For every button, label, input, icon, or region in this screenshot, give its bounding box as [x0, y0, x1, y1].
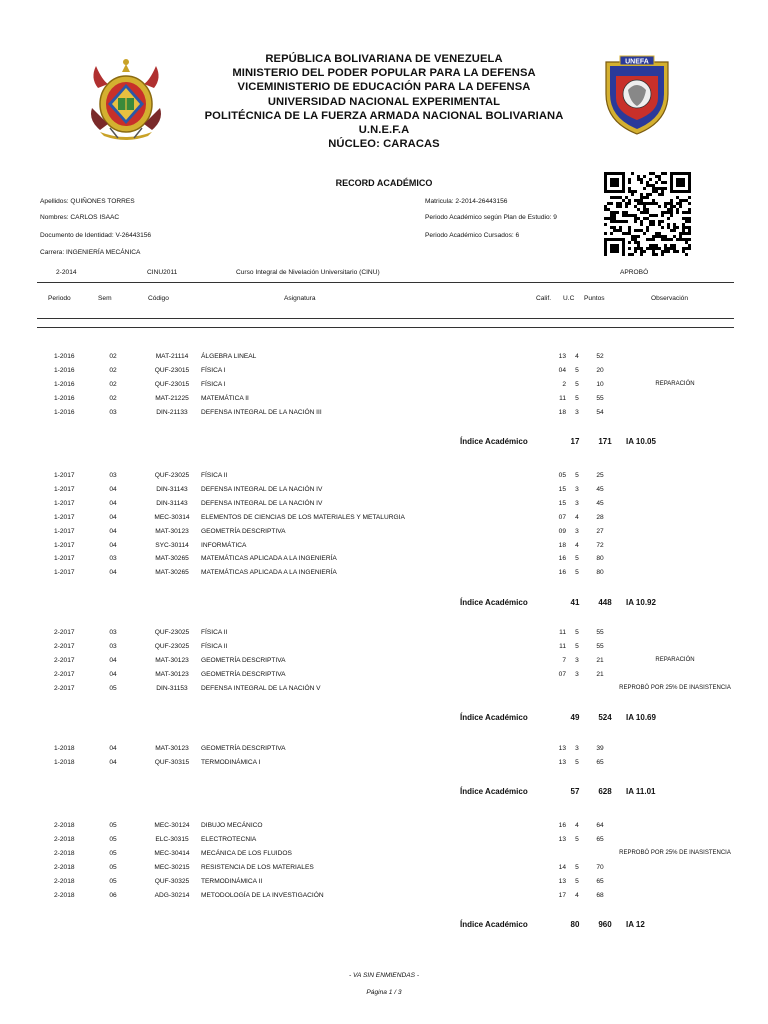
- table-row: [0, 685, 768, 695]
- cell-periodo: 2-2017: [54, 670, 75, 678]
- table-row: [0, 850, 768, 860]
- cell-calif: 17: [558, 891, 566, 899]
- cell-uc: 4: [575, 541, 579, 549]
- cell-codigo: DIN-21133: [156, 408, 188, 416]
- cell-uc: 5: [575, 629, 579, 636]
- cell-asignatura: FÍSICA II: [201, 472, 228, 479]
- cell-calif: 09: [558, 527, 566, 535]
- cell-asignatura: DEFENSA INTEGRAL DE LA NACIÓN IV: [201, 499, 323, 507]
- cell-codigo: ADG-30214: [154, 891, 190, 899]
- cell-sem: 03: [109, 472, 117, 479]
- table-row: [0, 822, 768, 832]
- cell-uc: 4: [575, 353, 579, 360]
- cell-periodo: 1-2016: [54, 353, 75, 360]
- cell-codigo: MAT-30123: [155, 656, 189, 664]
- academic-index-value: IA 12: [626, 920, 645, 929]
- cell-sem: 03: [109, 408, 117, 416]
- cell-asignatura: ELECTROTECNIA: [201, 835, 257, 843]
- academic-index-label: Índice Académico: [460, 787, 528, 797]
- cell-asignatura: METODOLOGÍA DE LA INVESTIGACIÓN: [201, 891, 324, 899]
- cell-puntos: 21: [596, 656, 604, 664]
- cell-uc: 5: [575, 366, 579, 374]
- cell-codigo: MAT-30265: [155, 555, 189, 563]
- total-points: 960: [598, 920, 612, 929]
- cell-periodo: 2-2018: [54, 849, 75, 857]
- cell-sem: 04: [109, 656, 117, 664]
- cell-uc: 5: [575, 758, 579, 766]
- cell-calif: 07: [558, 513, 566, 521]
- cell-puntos: 25: [596, 472, 604, 479]
- cell-uc: 5: [575, 555, 579, 563]
- cell-puntos: 65: [596, 758, 604, 766]
- cell-codigo: QUF-23015: [154, 366, 190, 374]
- cell-uc: 3: [575, 745, 579, 752]
- cell-periodo: 2-2017: [54, 684, 75, 692]
- cell-puntos: 70: [596, 863, 604, 871]
- plan-periods: Periodo Académico según Plan de Estudio: 9: [425, 214, 557, 221]
- cell-calif: 16: [558, 555, 566, 563]
- cell-puntos: 68: [596, 891, 604, 899]
- cell-calif: 16: [558, 822, 566, 829]
- cell-sem: 05: [109, 863, 117, 871]
- page-number: Página 1 / 3: [366, 989, 402, 996]
- cell-asignatura: MECÁNICA DE LOS FLUIDOS: [201, 849, 292, 857]
- table-row: [0, 367, 768, 377]
- cell-puntos: 45: [596, 485, 604, 493]
- col-puntos: Puntos: [584, 295, 605, 302]
- cell-obs: REPROBÓ POR 25% DE INASISTENCIA: [619, 684, 731, 691]
- cell-sem: 04: [109, 745, 117, 752]
- divider: [37, 327, 734, 328]
- cell-calif: 2: [562, 380, 566, 388]
- cell-codigo: MAT-30123: [155, 670, 189, 678]
- total-uc: 17: [570, 437, 580, 447]
- cell-codigo: QUF-23025: [154, 472, 190, 479]
- table-row: [0, 657, 768, 667]
- student-id-document: Documento de Identidad: V-26443156: [40, 232, 152, 239]
- cell-periodo: 2-2018: [54, 822, 75, 829]
- header-line: REPÚBLICA BOLIVARIANA DE VENEZUELA: [265, 53, 503, 65]
- cell-uc: 4: [575, 891, 579, 899]
- cell-codigo: MAT-30123: [155, 745, 189, 752]
- cell-sem: 02: [109, 380, 117, 388]
- cell-asignatura: GEOMETRÍA DESCRIPTIVA: [201, 527, 286, 535]
- cell-periodo: 1-2016: [54, 380, 75, 388]
- cell-calif: 04: [558, 366, 566, 374]
- cell-sem: 06: [109, 891, 117, 899]
- cell-asignatura: GEOMETRÍA DESCRIPTIVA: [201, 656, 286, 664]
- academic-index-label: Índice Académico: [460, 920, 528, 929]
- divider: [37, 282, 734, 283]
- record-title: RECORD ACADÉMICO: [335, 178, 433, 188]
- cell-asignatura: MATEMÁTICA II: [201, 394, 249, 402]
- cinu-course: Curso Integral de Nivelación Universitario (CINU): [236, 269, 380, 276]
- cell-asignatura: TERMODINÁMICA II: [201, 877, 263, 885]
- academic-index-summary: [0, 437, 768, 449]
- table-row: [0, 745, 768, 755]
- cell-asignatura: MATEMÁTICAS APLICADA A LA INGENIERÍA: [201, 569, 337, 577]
- svg-text:UNEFA: UNEFA: [625, 58, 649, 66]
- cell-periodo: 1-2017: [54, 513, 75, 521]
- cell-periodo: 1-2018: [54, 758, 75, 766]
- header-line: POLITÉCNICA DE LA FUERZA ARMADA NACIONAL BOLIVARIANA: [204, 109, 564, 122]
- col-periodo: Periodo: [48, 295, 71, 302]
- header-line: MINISTERIO DEL PODER POPULAR PARA LA DEFENSA: [232, 67, 536, 80]
- cell-uc: 5: [575, 394, 579, 402]
- table-row: [0, 409, 768, 419]
- cell-periodo: 1-2017: [54, 499, 75, 507]
- cell-uc: 5: [575, 863, 579, 871]
- cell-periodo: 1-2017: [54, 527, 75, 535]
- cell-codigo: DIN-31143: [156, 499, 188, 507]
- cell-calif: 13: [558, 745, 566, 752]
- cell-puntos: 55: [596, 629, 604, 636]
- cell-uc: 3: [575, 670, 579, 678]
- cell-sem: 04: [109, 513, 117, 521]
- cell-puntos: 80: [596, 555, 604, 563]
- total-uc: 49: [570, 713, 580, 723]
- cell-calif: 13: [558, 835, 566, 843]
- table-row: [0, 514, 768, 524]
- cell-periodo: 1-2017: [54, 541, 75, 549]
- cell-codigo: MEC-30314: [154, 513, 190, 521]
- total-points: 448: [598, 597, 612, 607]
- periods-taken: Periodo Académico Cursados: 6: [425, 232, 520, 239]
- cell-puntos: 52: [596, 353, 604, 360]
- table-row: [0, 671, 768, 681]
- enrollment-number: Matricula: 2-2014-26443156: [425, 198, 508, 205]
- header-line: U.N.E.F.A: [358, 124, 410, 137]
- table-row: [0, 555, 768, 565]
- total-uc: 80: [570, 920, 580, 929]
- cell-calif: 15: [558, 485, 566, 493]
- academic-index-label: Índice Académico: [460, 597, 528, 607]
- cell-uc: 5: [575, 835, 579, 843]
- cell-sem: 05: [109, 877, 117, 885]
- cell-codigo: MEC-30124: [154, 822, 190, 829]
- cell-sem: 05: [109, 849, 117, 857]
- cell-uc: 5: [575, 380, 579, 388]
- cell-obs: REPARACIÓN: [655, 656, 695, 663]
- cell-calif: 05: [558, 472, 566, 479]
- cell-sem: 04: [109, 485, 117, 493]
- col-asignatura: Asignatura: [284, 295, 316, 302]
- cell-calif: 11: [559, 394, 566, 402]
- cell-uc: 5: [575, 642, 579, 650]
- cell-puntos: 20: [596, 366, 604, 374]
- table-row: [0, 353, 768, 363]
- header-line: VICEMINISTERIO DE EDUCACIÓN PARA LA DEFENSA: [237, 81, 531, 94]
- cell-sem: 03: [109, 555, 117, 563]
- cell-calif: 07: [558, 670, 566, 678]
- cell-asignatura: FÍSICA II: [201, 629, 228, 636]
- cell-uc: 5: [575, 472, 579, 479]
- col-codigo: Código: [148, 295, 169, 302]
- cell-puntos: 72: [596, 541, 604, 549]
- institution-header: [0, 52, 768, 151]
- cell-sem: 04: [109, 541, 117, 549]
- cell-uc: 3: [575, 656, 579, 664]
- table-row: [0, 395, 768, 405]
- cell-periodo: 1-2017: [54, 569, 75, 577]
- cell-periodo: 2-2017: [54, 629, 75, 636]
- cell-codigo: QUF-23025: [154, 629, 190, 636]
- cell-sem: 04: [109, 499, 117, 507]
- cell-puntos: 28: [596, 513, 604, 521]
- cell-codigo: MAT-30123: [155, 527, 189, 535]
- cell-obs: REPROBÓ POR 25% DE INASISTENCIA: [619, 849, 731, 856]
- cell-sem: 04: [109, 569, 117, 577]
- cell-sem: 02: [109, 366, 117, 374]
- cell-puntos: 45: [596, 499, 604, 507]
- academic-index-value: IA 11.01: [626, 787, 656, 797]
- cell-uc: 3: [575, 408, 579, 416]
- cell-asignatura: RESISTENCIA DE LOS MATERIALES: [201, 863, 314, 871]
- table-row: [0, 381, 768, 391]
- cell-calif: 11: [559, 642, 566, 650]
- col-observacion: Observación: [651, 295, 689, 302]
- cell-periodo: 1-2017: [54, 472, 75, 479]
- cell-asignatura: TERMODINÁMICA I: [201, 758, 261, 766]
- table-row: [0, 892, 768, 902]
- cell-uc: 4: [575, 513, 579, 521]
- cinu-result: APROBÓ: [620, 269, 649, 276]
- cell-codigo: QUF-30315: [154, 758, 190, 766]
- cell-uc: 5: [575, 877, 579, 885]
- cell-codigo: MAT-30265: [155, 569, 189, 577]
- academic-index-label: Índice Académico: [460, 713, 528, 723]
- col-calif: Calif.: [536, 295, 552, 302]
- cell-periodo: 1-2016: [54, 366, 75, 374]
- cell-codigo: MAT-21225: [155, 394, 189, 402]
- table-row: [0, 569, 768, 579]
- cell-asignatura: INFORMÁTICA: [201, 541, 247, 549]
- cell-puntos: 39: [596, 745, 604, 752]
- cell-calif: 18: [558, 541, 566, 549]
- cell-periodo: 1-2017: [54, 555, 75, 563]
- table-row: [0, 836, 768, 846]
- cinu-code: CINU2011: [147, 269, 178, 276]
- table-row: [0, 528, 768, 538]
- student-names: Nombres: CARLOS ISAAC: [40, 214, 120, 221]
- cell-calif: 13: [558, 758, 566, 766]
- academic-index-label: Índice Académico: [460, 437, 528, 447]
- cell-asignatura: FÍSICA I: [201, 380, 226, 388]
- cell-sem: 02: [109, 353, 117, 360]
- cell-uc: 3: [575, 485, 579, 493]
- divider: [37, 318, 734, 319]
- total-uc: 41: [570, 597, 580, 607]
- table-row: [0, 878, 768, 888]
- cell-periodo: 1-2016: [54, 408, 75, 416]
- cell-asignatura: FÍSICA I: [201, 366, 226, 374]
- cell-uc: 5: [575, 569, 579, 577]
- cell-codigo: QUF-23025: [154, 642, 190, 650]
- cell-codigo: ELC-30315: [155, 835, 189, 843]
- cell-codigo: SYC-30114: [155, 541, 189, 549]
- cell-puntos: 65: [596, 835, 604, 843]
- cell-codigo: MEC-30215: [154, 863, 190, 871]
- cell-puntos: 10: [596, 380, 604, 388]
- cell-puntos: 80: [596, 569, 604, 577]
- table-row: [0, 759, 768, 769]
- cell-calif: 14: [558, 863, 566, 871]
- cell-codigo: QUF-30325: [154, 877, 190, 885]
- cell-codigo: DIN-31153: [156, 684, 188, 692]
- total-points: 171: [598, 437, 612, 447]
- col-uc: U.C: [563, 295, 575, 302]
- cell-codigo: MEC-30414: [154, 849, 190, 857]
- academic-index-value: IA 10.92: [626, 597, 656, 607]
- total-points: 524: [598, 713, 612, 723]
- cell-asignatura: ELEMENTOS DE CIENCIAS DE LOS MATERIALES Y METALURGIA: [201, 513, 405, 521]
- cell-sem: 02: [109, 394, 117, 402]
- total-uc: 57: [570, 787, 580, 797]
- academic-index-summary: [0, 787, 768, 799]
- cell-periodo: 1-2017: [54, 485, 75, 493]
- header-line: NÚCLEO: CARACAS: [328, 138, 440, 151]
- cell-periodo: 2-2017: [54, 656, 75, 664]
- table-row: [0, 472, 768, 482]
- header-line: UNIVERSIDAD NACIONAL EXPERIMENTAL: [267, 95, 501, 108]
- cell-puntos: 64: [596, 822, 604, 829]
- cinu-period: 2-2014: [56, 269, 77, 276]
- cell-codigo: DIN-31143: [156, 485, 188, 493]
- cell-calif: 13: [558, 353, 566, 360]
- cell-periodo: 2-2018: [54, 863, 75, 871]
- student-career: Carrera: INGENIERÍA MECÁNICA: [40, 249, 141, 256]
- cell-periodo: 2-2018: [54, 835, 75, 843]
- table-row: [0, 864, 768, 874]
- cell-uc: 3: [575, 527, 579, 535]
- cell-codigo: MAT-21114: [155, 353, 189, 360]
- cell-sem: 04: [109, 758, 117, 766]
- table-row: [0, 629, 768, 639]
- cell-puntos: 54: [596, 408, 604, 416]
- cell-puntos: 65: [596, 877, 604, 885]
- academic-index-summary: [0, 920, 768, 932]
- cell-calif: 7: [562, 656, 566, 664]
- cell-periodo: 2-2018: [54, 877, 75, 885]
- table-row: [0, 500, 768, 510]
- total-points: 628: [598, 787, 612, 797]
- cell-periodo: 2-2017: [54, 642, 75, 650]
- cell-asignatura: ÁLGEBRA LINEAL: [201, 353, 257, 360]
- cell-uc: 4: [575, 822, 579, 829]
- cell-asignatura: GEOMETRÍA DESCRIPTIVA: [201, 670, 286, 678]
- academic-index-value: IA 10.05: [626, 437, 656, 447]
- cell-asignatura: DEFENSA INTEGRAL DE LA NACIÓN III: [201, 408, 322, 416]
- cell-sem: 05: [109, 835, 117, 843]
- cell-asignatura: DEFENSA INTEGRAL DE LA NACIÓN V: [201, 684, 321, 692]
- table-row: [0, 643, 768, 653]
- cell-sem: 05: [109, 684, 117, 692]
- cell-puntos: 27: [596, 527, 604, 535]
- no-amendments-note: - VA SIN ENMIENDAS -: [348, 972, 420, 979]
- cell-calif: 16: [558, 569, 566, 577]
- cell-periodo: 1-2016: [54, 394, 75, 402]
- cell-obs: REPARACIÓN: [655, 380, 695, 387]
- cell-sem: 05: [109, 822, 117, 829]
- cell-sem: 03: [109, 642, 117, 650]
- table-row: [0, 486, 768, 496]
- cell-periodo: 2-2018: [54, 891, 75, 899]
- cell-asignatura: FÍSICA II: [201, 642, 228, 650]
- cell-puntos: 21: [596, 670, 604, 678]
- cell-puntos: 55: [596, 642, 604, 650]
- col-sem: Sem: [98, 295, 112, 302]
- academic-index-summary: [0, 598, 768, 610]
- cell-sem: 04: [109, 527, 117, 535]
- cell-periodo: 1-2018: [54, 745, 75, 752]
- table-row: [0, 542, 768, 552]
- cell-asignatura: DIBUJO MECÁNICO: [201, 822, 263, 829]
- cell-calif: 18: [558, 408, 566, 416]
- cell-calif: 13: [558, 877, 566, 885]
- cell-calif: 11: [559, 629, 566, 636]
- cell-asignatura: MATEMÁTICAS APLICADA A LA INGENIERÍA: [201, 555, 337, 563]
- academic-index-value: IA 10.69: [626, 713, 656, 723]
- cell-asignatura: GEOMETRÍA DESCRIPTIVA: [201, 745, 286, 752]
- cell-puntos: 55: [596, 394, 604, 402]
- student-surnames: Apellidos: QUIÑONES TORRES: [40, 198, 135, 205]
- cell-calif: 15: [558, 499, 566, 507]
- cell-codigo: QUF-23015: [154, 380, 190, 388]
- cell-sem: 04: [109, 670, 117, 678]
- cell-sem: 03: [109, 629, 117, 636]
- academic-index-summary: [0, 713, 768, 725]
- cell-uc: 3: [575, 499, 579, 507]
- cell-asignatura: DEFENSA INTEGRAL DE LA NACIÓN IV: [201, 485, 323, 493]
